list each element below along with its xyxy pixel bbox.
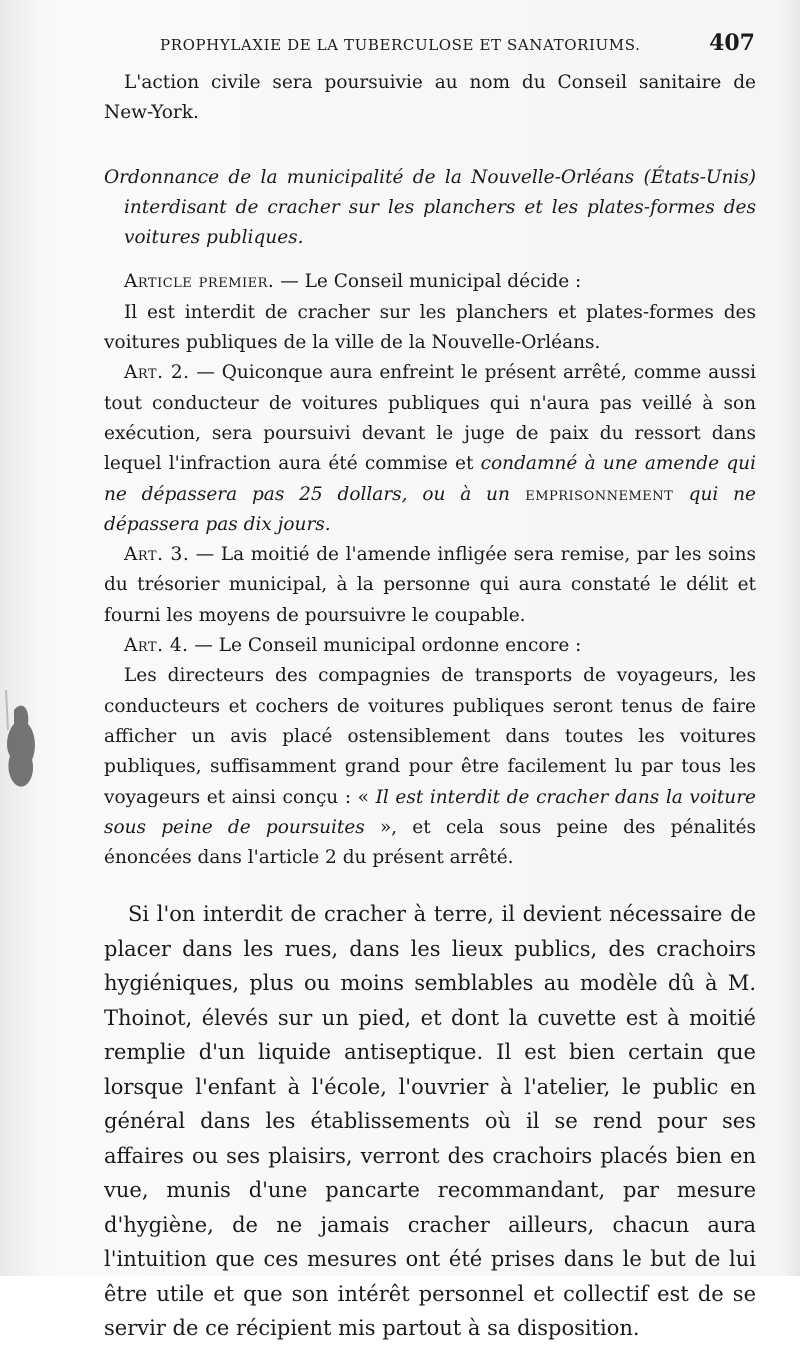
article-3-label: Art. 3. (124, 544, 190, 566)
running-head: PROPHYLAXIE DE LA TUBERCULOSE ET SANATORIUMS. (160, 36, 641, 54)
article-3-text: — La moitié de l'amende infligée sera remise, par les soins du trésorier municipal, à la personne qui aura constaté le délit et fourni les moyens de poursuivre le coupable. (104, 544, 756, 626)
article-4-intro: — Le Conseil municipal ordonne encore : (188, 635, 582, 657)
article-2-label: Art. 2. (124, 362, 190, 384)
article-4-text-b: », et cela sous peine des pénalités énoncées dans l'article 2 du présent arrêté. (104, 816, 757, 869)
page-number: 407 (709, 30, 755, 56)
article-4-heading (104, 631, 756, 661)
page-text (104, 68, 756, 1346)
paragraph-civil-action: L'action civile sera poursuivie au nom du Conseil sanitaire de New-York. (104, 72, 756, 124)
article-2-duration-italic: qui ne dépassera pas dix jours. (104, 483, 756, 535)
article-4-label: Art. 4. (124, 635, 189, 657)
article-2-penalty-italic: condamné à une amende qui ne dépassera pas 25 dollars, ou à un (104, 453, 756, 505)
article-1-label: Article premier. (124, 271, 275, 293)
decree-title: Ordonnance de la municipalité de la Nouvelle-Orléans (États-Unis) interdisant de cracher sur les planchers et les plates-formes des voitures publiques. (104, 166, 756, 249)
article-2-text: — Quiconque aura enfreint le présent arrêté, comme aussi tout conducteur de voitures publiques qui n'aura pas veillé à son exécution, sera poursuivi devant le juge de paix du ressort dans lequel l'infraction aura été commise et (104, 362, 756, 475)
article-4-text-a: Les directeurs des compagnies de transports de voyageurs, les conducteurs et cochers de voitures publiques seront tenus de faire afficher un avis placé ostensiblement dans toutes les voitures publiques, suffisamment grand pour être facilement lu par tous les voyageurs et ainsi conçu : « (104, 665, 756, 808)
article-1-text: Il est interdit de cracher sur les planchers et plates-formes des voitures publiques de la ville de la Nouvelle-Orléans. (104, 301, 756, 354)
article-2-imprisonment: emprisonnement (509, 483, 689, 505)
paragraph-spittoons: Si l'on interdit de cracher à terre, il devient nécessaire de placer dans les rues, dans les lieux publics, des crachoirs hygiéniques, plus ou moins semblables au modèle dû à M. Thoinot, élevés sur un pied, et dont la cuvette est à moitié remplie d'un liquide antiseptique. Il est bien certain que lorsque l'enfant à l'école, l'ouvrier à l'atelier, le public en général dans les établissements où il se rend pour ses affaires ou ses plaisirs, verront des crachoirs placés bien en vue, munis d'une pancarte recommandant, par mesure d'hygiène, de ne jamais cracher ailleurs, chacun aura l'intuition que ces mesures ont été prises dans le but de lui être utile et que son intérêt personnel et collectif est de se servir de ce récipient mis partout à sa disposition. (104, 902, 756, 1341)
article-1-intro: — Le Conseil municipal décide : (274, 271, 582, 293)
article-3 (104, 540, 756, 631)
article-4-notice-italic: Il est interdit de cracher dans la voiture sous peine de poursuites (104, 786, 757, 838)
article-4-text (104, 661, 756, 873)
article-1-heading (104, 267, 756, 297)
ink-blot-stain (4, 690, 40, 800)
article-2 (104, 358, 756, 540)
page-header (160, 30, 755, 62)
